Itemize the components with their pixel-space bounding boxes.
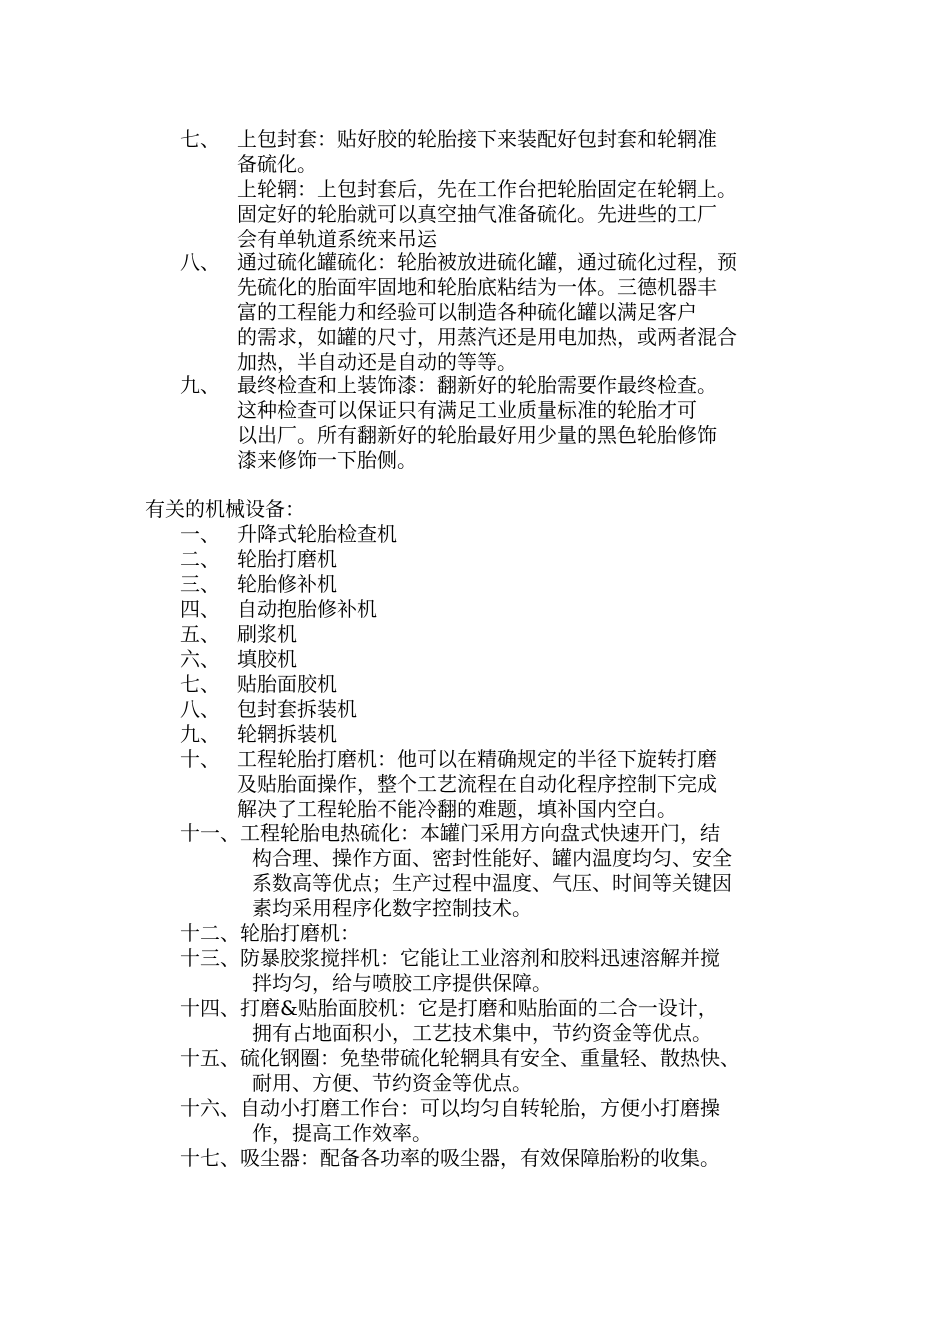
item-number: 八、 [180,697,220,721]
list-item [180,722,820,747]
item-text [240,946,720,996]
text-line: 拌均匀，给与喷胶工序提供保障。 [252,971,552,995]
item-number: 六、 [180,647,220,671]
item-number: 二、 [180,547,220,571]
text-line: 自动小打磨工作台：可以均匀自转轮胎，方便小打磨操 [240,1096,720,1120]
text-line: 包封套拆装机 [237,697,357,721]
text-line: 上轮辋：上包封套后，先在工作台把轮胎固定在轮辋上。 [237,177,737,201]
list-item [180,547,820,572]
item-text [237,522,397,547]
text-line: 通过硫化罐硫化：轮胎被放进硫化罐，通过硫化过程，预 [237,250,737,274]
text-line: 耐用、方便、节约资金等优点。 [252,1071,532,1095]
item-number: 十四、 [180,996,240,1020]
text-line: 吸尘器：配备各功率的吸尘器，有效保障胎粉的收集。 [240,1146,720,1170]
text-line: 的需求，如罐的尺寸，用蒸汽还是用电加热，或两者混合 [237,325,737,349]
text-line: 漆来修饰一下胎侧。 [237,448,417,472]
item-text [240,921,360,946]
text-line: 素均采用程序化数字控制技术。 [252,896,532,920]
list-item [180,996,820,1046]
item-number: 十五、 [180,1046,240,1070]
list-item [180,946,820,996]
text-line: 刷浆机 [237,622,297,646]
text-line: 贴胎面胶机 [237,672,337,696]
item-number: 七、 [180,127,220,151]
item-text [237,747,717,822]
text-line: 轮胎修补机 [237,572,337,596]
item-text [237,697,357,722]
list-item [180,177,820,252]
text-line: 以出厂。所有翻新好的轮胎最好用少量的黑色轮胎修饰 [237,423,717,447]
text-line: 打磨&贴胎面胶机：它是打磨和贴胎面的二合一设计， [240,996,718,1020]
section-heading: 有关的机械设备： [145,497,305,521]
list-item [180,522,820,547]
text-line: 轮胎打磨机 [237,547,337,571]
item-text [240,1096,720,1146]
text-line: 作，提高工作效率。 [252,1121,432,1145]
text-line: 填胶机 [237,647,297,671]
item-text [237,597,377,622]
text-line: 固定好的轮胎就可以真空抽气准备硫化。先进些的工厂 [237,202,717,226]
item-number: 一、 [180,522,220,546]
item-text [237,547,337,572]
list-item [180,127,820,177]
list-item [180,250,820,375]
item-number: 十、 [180,747,220,771]
text-line: 先硫化的胎面牢固地和轮胎底粘结为一体。三德机器丰 [237,275,717,299]
list-item [180,1046,820,1096]
list-item [180,622,820,647]
item-number: 四、 [180,597,220,621]
text-line: 富的工程能力和经验可以制造各种硫化罐以满足客户 [237,300,697,324]
item-text [237,622,297,647]
item-text [240,1046,740,1096]
item-number: 十一、 [180,821,240,845]
list-item [180,1146,820,1171]
item-number: 八、 [180,250,220,274]
text-line: 解决了工程轮胎不能冷翻的难题，填补国内空白。 [237,797,677,821]
item-number: 十三、 [180,946,240,970]
item-number: 七、 [180,672,220,696]
text-line: 构合理、操作方面、密封性能好、罐内温度均匀、安全 [252,846,732,870]
item-text [237,672,337,697]
text-line: 备硫化。 [237,152,317,176]
text-line: 加热，半自动还是自动的等等。 [237,350,517,374]
list-item [180,697,820,722]
text-line: 会有单轨道系统来吊运 [237,227,437,251]
item-text [237,250,737,375]
item-number: 十七、 [180,1146,240,1170]
item-number: 十二、 [180,921,240,945]
list-item [180,747,820,822]
list-item [180,647,820,672]
list-item [180,672,820,697]
list-item [180,572,820,597]
item-number: 十六、 [180,1096,240,1120]
text-line: 拥有占地面积小，工艺技术集中，节约资金等优点。 [252,1021,712,1045]
text-line: 轮胎打磨机： [240,921,360,945]
list-item [180,597,820,622]
item-number: 九、 [180,722,220,746]
item-text [237,177,737,252]
text-line: 系数高等优点；生产过程中温度、气压、时间等关键因 [252,871,732,895]
text-line: 升降式轮胎检查机 [237,522,397,546]
text-line: 防暴胶浆搅拌机：它能让工业溶剂和胶料迅速溶解并搅 [240,946,720,970]
item-text [237,373,717,473]
text-line: 轮辋拆装机 [237,722,337,746]
item-text [237,127,717,177]
list-item [180,1096,820,1146]
text-line: 这种检查可以保证只有满足工业质量标准的轮胎才可 [237,398,697,422]
text-line: 工程轮胎打磨机：他可以在精确规定的半径下旋转打磨 [237,747,717,771]
text-line: 硫化钢圈：免垫带硫化轮辋具有安全、重量轻、散热快、 [240,1046,740,1070]
text-line: 及贴胎面操作，整个工艺流程在自动化程序控制下完成 [237,772,717,796]
item-text [240,821,732,921]
text-line: 自动抱胎修补机 [237,597,377,621]
list-item [180,921,820,946]
item-text [237,722,337,747]
list-item [180,821,820,921]
item-number: 九、 [180,373,220,397]
item-number: 五、 [180,622,220,646]
text-line: 最终检查和上装饰漆：翻新好的轮胎需要作最终检查。 [237,373,717,397]
list-item [180,373,820,473]
item-number: 三、 [180,572,220,596]
item-text [240,1146,720,1171]
item-text [240,996,718,1046]
item-text [237,647,297,672]
text-line: 上包封套：贴好胶的轮胎接下来装配好包封套和轮辋准 [237,127,717,151]
item-text [237,572,337,597]
text-line: 工程轮胎电热硫化：本罐门采用方向盘式快速开门，结 [240,821,720,845]
